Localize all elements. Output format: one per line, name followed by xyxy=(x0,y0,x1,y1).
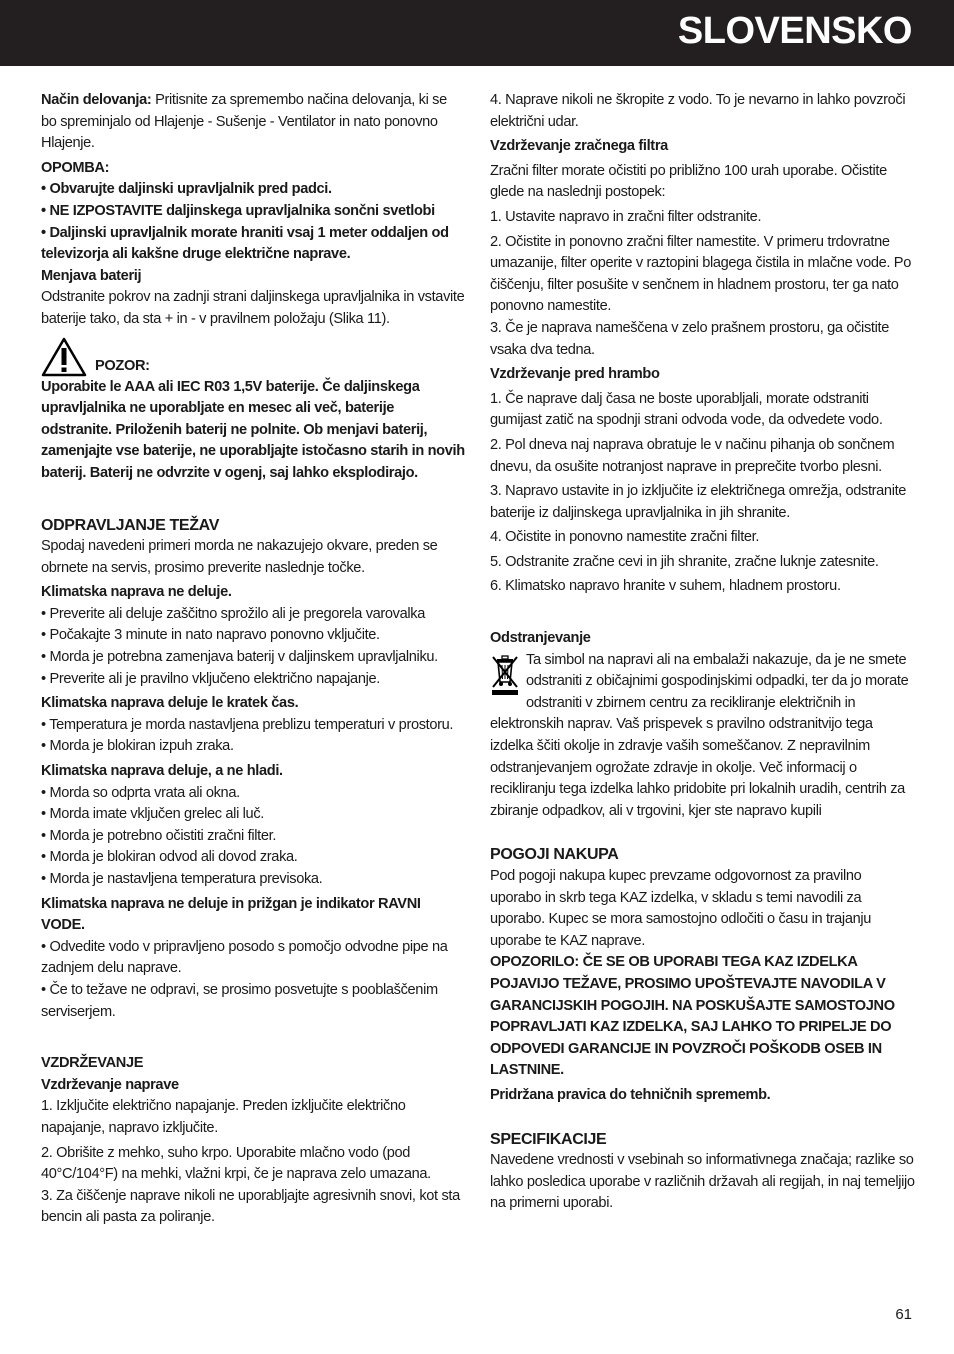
list-item: 4. Naprave nikoli ne škropite z vodo. To je nevarno in lahko povzroči električni udar. xyxy=(490,92,906,130)
storage-title: Vzdrževanje pred hrambo xyxy=(490,366,660,383)
list-item: • Preverite ali je pravilno vključeno električno napajanje. xyxy=(41,670,380,687)
list-item: 3. Če je naprava nameščena v zelo prašnem prostoru, ga očistite vsaka dva tedna. xyxy=(490,319,889,358)
purchase-title: POGOJI NAKUPA xyxy=(490,846,619,864)
list-item: • Morda so odprta vrata ali okna. xyxy=(41,784,240,801)
case-title: Klimatska naprava deluje, a ne hladi. xyxy=(41,763,283,780)
list-item: • Temperatura je morda nastavljena preblizu temperaturi v prostoru. xyxy=(41,716,454,733)
rights-text: Pridržana pravica do tehničnih sprememb. xyxy=(490,1086,771,1103)
page-number: 61 xyxy=(895,1306,912,1323)
language-title: SLOVENSKO xyxy=(677,10,912,52)
case-title: Klimatska naprava ne deluje. xyxy=(41,584,232,601)
list-item: 1. Izključite električno napajanje. Preden izključite električno napajanje, napravo izključite. xyxy=(41,1098,406,1136)
list-item: • Morda imate vključen grelec ali luč. xyxy=(41,806,264,823)
list-item: • Odvedite vodo v pripravljeno posodo s pomočjo odvodne pipe na zadnjem delu naprave. xyxy=(41,938,448,977)
list-item: 2. Očistite in ponovno zračni filter namestite. V primeru trdovratne umazanije, filter operite v raztopini blagega čistila in mlačne vode. Po čiščenju, filter posušite v senčnem in hladnem prostoru, ter ga nato ponovno namestite. xyxy=(490,233,911,315)
list-item: • Preverite ali deluje zaščitno sprožilo ali je pregorela varovalka xyxy=(41,605,425,622)
warning-label: POZOR: xyxy=(95,357,150,374)
warning-header xyxy=(41,341,466,377)
mode-paragraph xyxy=(41,90,466,155)
list-item: 1. Ustavite napravo in zračni filter odstranite. xyxy=(490,208,762,225)
note-item: • NE IZPOSTAVITE daljinskega upravljalnika sončni svetlobi xyxy=(41,202,435,219)
list-item: • Morda je potrebna zamenjava baterij v daljinskem upravljalniku. xyxy=(41,649,438,666)
disposal-text: Ta simbol na napravi ali na embalaži nakazuje, da je ne smete odstraniti z običajnimi gospodinjskimi odpadki, ter da jo morate odstraniti v zbirnem centru za recikliranje električnih in elektronskih naprav. Vaš prispevek s pravilno odstranitvijo tega izdelka ščiti okolje in zdravje vaših someščanov. Z nepravilnim odstranjevanjem ogrožate zdravje in okolje. Več informacij o recikliranju tega izdelka lahko pridobite pri lokalnih uradih, centrih za zbiranje odpadkov, ali v trgovini, kjer ste napravo kupili xyxy=(490,651,909,819)
right-column xyxy=(490,90,915,1215)
filter-title: Vzdrževanje zračnega filtra xyxy=(490,138,668,155)
list-item: • Morda je nastavljena temperatura previsoka. xyxy=(41,871,323,887)
warning-triangle-icon xyxy=(41,337,87,377)
list-item: 4. Očistite in ponovno namestite zračni filter. xyxy=(490,529,760,546)
note-title: OPOMBA: xyxy=(41,159,110,176)
list-item: 1. Če naprave dalj časa ne boste uporabljali, morate odstraniti gumijast zatič na spodnji strani odvoda vode, da odvedete vodo. xyxy=(490,390,883,429)
list-item: 2. Pol dneva naj naprava obratuje le v načinu pihanja ob sončnem dnevu, da osušite notranjost naprave in preprečite tvorbo plesni. xyxy=(490,436,895,475)
specifications-title: SPECIFIKACIJE xyxy=(490,1130,607,1148)
note-item: • Obvarujte daljinski upravljalnik pred padci. xyxy=(41,181,332,198)
left-column xyxy=(41,90,466,1229)
troubleshooting-title: ODPRAVLJANJE TEŽAV xyxy=(41,516,220,534)
mode-text: Pritisnite za spremembo načina delovanja, ki se bo spreminjalo od Hlajenje - Sušenje - Ventilator in nato ponovno Hlajenje. xyxy=(41,92,447,152)
list-item: • Počakajte 3 minute in nato napravo ponovno vključite. xyxy=(41,627,380,644)
list-item: • Morda je blokiran izpuh zraka. xyxy=(41,738,234,755)
filter-intro: Zračni filter morate očistiti po približno 100 urah uporabe. Očistite glede na naslednji postopek: xyxy=(490,162,887,201)
list-item: • Če to težave ne odpravi, se prosimo posvetujte s pooblaščenim serviserjem. xyxy=(41,981,438,1020)
specifications-text: Navedene vrednosti v vsebinah so informativnega značaja; razlike so lahko posledica uporabe v različnih državah ali regijah, in naj temeljijo na primerni uporabi. xyxy=(490,1152,915,1212)
disposal-title: Odstranjevanje xyxy=(490,630,591,647)
maintenance-title: VZDRŽEVANJE xyxy=(41,1055,144,1072)
list-item: 3. Za čiščenje naprave nikoli ne uporabljajte agresivnih snovi, kot sta bencin ali pasta za poliranje. xyxy=(41,1187,460,1226)
list-item: 2. Obrišite z mehko, suho krpo. Uporabite mlačno vodo (pod 40°C/104°F) na mehki, vlažni krpi, če je naprava zelo umazana. xyxy=(41,1144,431,1183)
purchase-warning: OPOZORILO: ČE SE OB UPORABI TEGA KAZ IZDELKA POJAVIJO TEŽAVE, PROSIMO UPOŠTEVAJTE NAVODILA V GARANCIJSKIH POGOJIH. NA POSKUŠAJTE SAMOSTOJNO POPRAVLJATI KAZ IZDELKA, SAJ LAHKO TO PRIPELJE DO ODPOVEDI GARANCIJE IN POVZROČI POŠKODB OSEB IN LASTNINE. xyxy=(490,954,895,1079)
battery-text: Odstranite pokrov na zadnji strani daljinskega upravljalnika in vstavite baterije tako, da sta + in - v pravilnem položaju (Slika 11). xyxy=(41,289,465,327)
page-header xyxy=(0,0,954,66)
purchase-text: Pod pogoji nakupa kupec prevzame odgovornost za pravilno uporabo in skrb tega KAZ izdelka, v skladu s temi navodili za uporabo. Kupec se mora samostojno odločiti o času in trajanju uporabe te KAZ naprave. xyxy=(490,868,872,949)
mode-label: Način delovanja: xyxy=(41,92,152,108)
troubleshooting-intro: Spodaj navedeni primeri morda ne nakazujejo okvare, preden se obrnete na servis, prosimo preverite naslednje točke. xyxy=(41,538,438,576)
warning-text: Uporabite le AAA ali IEC R03 1,5V baterije. Če daljinskega upravljalnika ne uporabljate en mesec ali več, baterije odstranite. Priloženih baterij ne polnite. Ob menjavi baterij, zamenjajte vse baterije, ne uporabljajte istočasno starih in novih baterij. Baterij ne odvrzite v ogenj, saj lahko eksplodirajo. xyxy=(41,378,465,481)
case-title: Klimatska naprava deluje le kratek čas. xyxy=(41,695,299,712)
list-item: 3. Napravo ustavite in jo izključite iz električnega omrežja, odstranite baterije iz daljinskega upravljalnika in jih shranite. xyxy=(490,483,907,521)
list-item: 6. Klimatsko napravo hranite v suhem, hladnem prostoru. xyxy=(490,578,841,595)
case-title: Klimatska naprava ne deluje in prižgan je indikator RAVNI VODE. xyxy=(41,895,421,934)
list-item: • Morda je blokiran odvod ali dovod zraka. xyxy=(41,849,298,866)
note-item: • Daljinski upravljalnik morate hraniti vsaj 1 meter oddaljen od televizorja ali kakšne druge električne naprave. xyxy=(41,224,449,263)
maintenance-subtitle: Vzdrževanje naprave xyxy=(41,1076,179,1093)
battery-title: Menjava baterij xyxy=(41,267,142,284)
wheelie-bin-crossed-icon xyxy=(490,652,520,698)
list-item: • Morda je potrebno očistiti zračni filter. xyxy=(41,827,277,844)
list-item: 5. Odstranite zračne cevi in jih shranite, zračne luknje zatesnite. xyxy=(490,553,879,570)
disposal-block xyxy=(490,650,915,823)
